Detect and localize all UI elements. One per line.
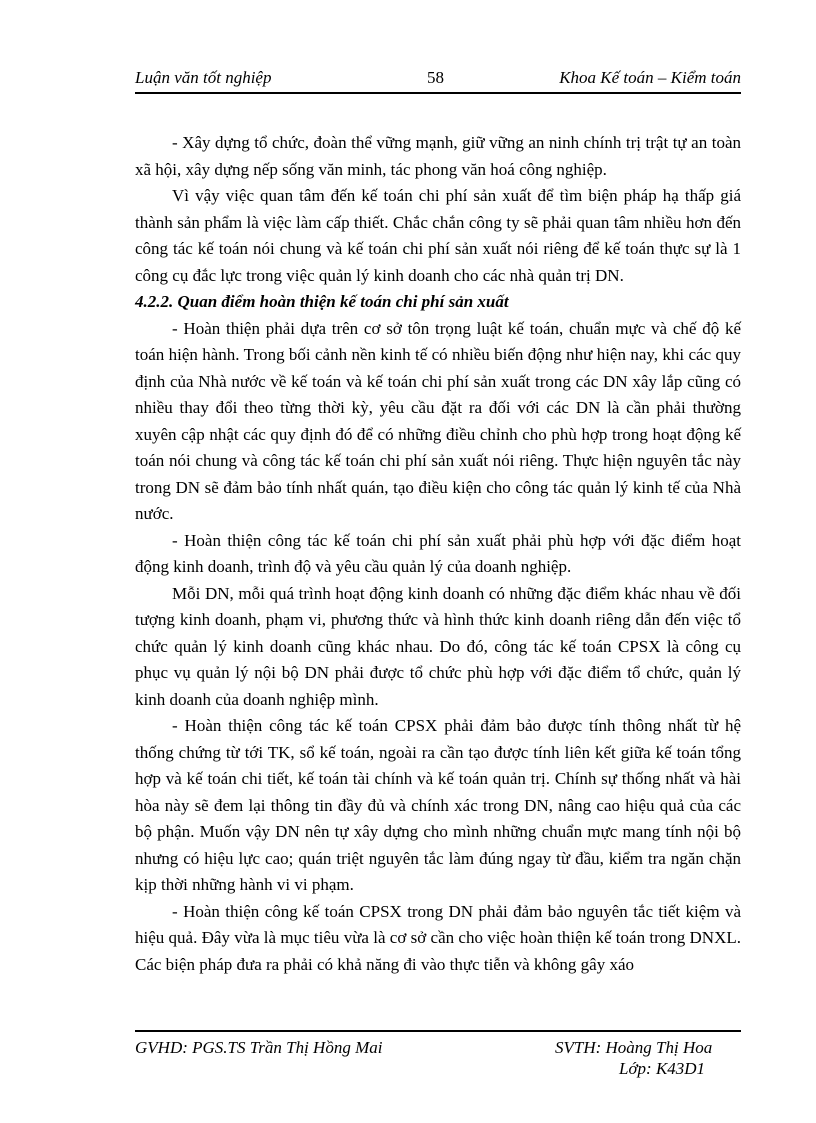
thesis-label: Luận văn tốt nghiệp — [135, 68, 272, 87]
supervisor-label: GVHD: PGS.TS Trần Thị Hồng Mai — [135, 1038, 383, 1057]
page-header — [135, 68, 741, 94]
page-body — [135, 130, 741, 978]
paragraph-2: Vì vậy việc quan tâm đến kế toán chi phí sản xuất để tìm biện pháp hạ thấp giá thành sản phẩm là việc làm cấp thiết. Chắc chắn công ty sẽ phải quan tâm nhiều hơn đến công tác kế toán nói chung và kế toán chi phí sản xuất nói riêng để kế toán thực sự là 1 công cụ đắc lực trong việc quản lý kinh doanh cho các nhà quản trị DN. — [135, 186, 741, 285]
class-label: Lớp: K43D1 — [619, 1059, 706, 1078]
paragraph-4: - Hoàn thiện công tác kế toán chi phí sản xuất phải phù hợp với đặc điểm hoạt động kinh doanh, trình độ và yêu cầu quản lý của doanh nghiệp. — [135, 530, 741, 576]
paragraph-6: - Hoàn thiện công tác kế toán CPSX phải đảm bảo được tính thông nhất từ hệ thống chứng từ tới TK, sổ kế toán, ngoài ra cần tạo được tính liên kết giữa kế toán tổng hợp và kế toán chi tiết, kế toán tài chính và kế toán quản trị. Chính sự thống nhất và hài hòa này sẽ đem lại thông tin đầy đủ và chính xác trong DN, nâng cao hiệu quả của các bộ phận. Muốn vậy DN nên tự xây dựng cho mình những chuẩn mực mang tính nội bộ nhưng có hiệu lực cao; quán triệt nguyên tắc làm đúng ngay từ đầu, kiểm tra ngăn chặn kịp thời những hành vi vi phạm. — [135, 716, 741, 894]
page-number: 58 — [427, 68, 444, 87]
paragraph-1: - Xây dựng tổ chức, đoàn thể vững mạnh, giữ vững an ninh chính trị trật tự an toàn xã hội, xây dựng nếp sống văn minh, tác phong văn hoá công nghiệp. — [135, 133, 741, 179]
paragraph-3: - Hoàn thiện phải dựa trên cơ sở tôn trọng luật kế toán, chuẩn mực và chế độ kế toán hiện hành. Trong bối cảnh nền kinh tế có nhiều biến động như hiện nay, khi các quy định của Nhà nước về kế toán và kế toán chi phí sản xuất trong các DN xây lắp cũng có nhiều thay đổi theo từng thời kỳ, yêu cầu đặt ra đối với các DN là cần phải thường xuyên cập nhật các quy định đó để có những điều chỉnh cho phù hợp trong hoạt động kế toán nói chung và công tác kế toán chi phí sản xuất nói riêng. Thực hiện nguyên tắc này trong DN sẽ đảm bảo tính nhất quán, tạo điều kiện cho công tác quản lý kinh tế của Nhà nước. — [135, 318, 741, 523]
page-footer — [135, 1030, 741, 1078]
faculty-label: Khoa Kế toán – Kiểm toán — [559, 68, 741, 87]
section-heading: 4.2.2. Quan điểm hoàn thiện kế toán chi phí sản xuất — [135, 292, 509, 311]
paragraph-5: Mỗi DN, mỗi quá trình hoạt động kinh doanh có những đặc điểm khác nhau về đối tượng kinh doanh, phạm vi, phương thức và hình thức kinh doanh riêng dẫn đến việc tổ chức quản lý kinh doanh cũng khác nhau. Do đó, công tác kế toán CPSX là công cụ phục vụ quản lý nội bộ DN phải được tổ chức phù hợp với đặc điểm tổ chức, quản lý kinh doanh của doanh nghiệp mình. — [135, 583, 741, 709]
paragraph-7: - Hoàn thiện công kế toán CPSX trong DN phải đảm bảo nguyên tắc tiết kiệm và hiệu quả. Đây vừa là mục tiêu vừa là cơ sở cần cho việc hoàn thiện kế toán trong DNXL. Các biện pháp đưa ra phải có khả năng đi vào thực tiễn và không gây xáo — [135, 901, 741, 974]
student-label: SVTH: Hoàng Thị Hoa — [555, 1038, 713, 1057]
